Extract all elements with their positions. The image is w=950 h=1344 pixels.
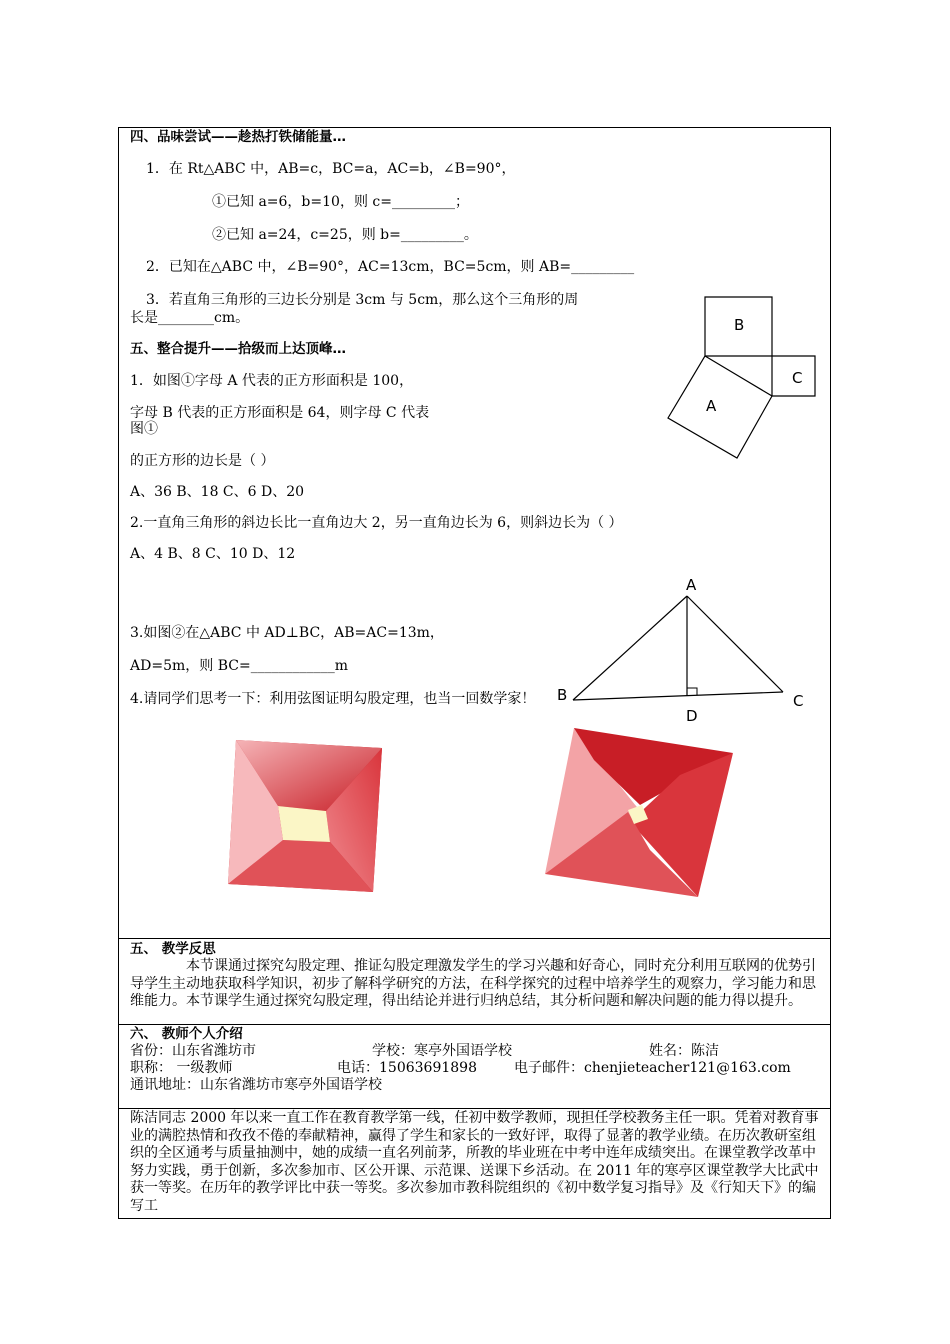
- teacher-email: 电子邮件：chenjieteacher121@163.com: [514, 1060, 791, 1076]
- label-d: D: [686, 707, 698, 725]
- section4-heading: 四、品味尝试——趁热打铁储能量…: [130, 129, 346, 145]
- section4-q1: 1．在 Rt△ABC 中，AB=c，BC=a，AC=b，∠B=90°，: [146, 161, 516, 177]
- teacher-bio: 陈洁同志 2000 年以来一直工作在教育教学第一线，任初中数学教师，现担任学校教务主任一职。凭着对教育事业的满腔热情和孜孜不倦的奉献精神，赢得了学生和家长的一致好评，取得了显著的教学业绩。在历次教研室组织的全区通考与质量抽测中，她的成绩一直名列前茅，所教的毕业班在中考中连年成绩突出。在课堂教学改革中努力实践，勇于创新，多次参加市、区公开课、示范课、送课下乡活动。在 2011 年的寒亭区课堂教学大比武中获一等奖。在历年的教学评比中获一等奖。多次参加市教科院组织的《初中数学复习指导》及《行知天下》的编写工: [130, 1110, 819, 1214]
- label-c: C: [793, 692, 804, 710]
- teacher-heading: 六、 教师个人介绍: [130, 1026, 243, 1042]
- section5-q1-line2: 字母 B 代表的正方形面积是 64，则字母 C 代表: [130, 405, 430, 421]
- section5-q2: 2.一直角三角形的斜边长比一直角边大 2，另一直角边长为 6，则斜边长为（ ）: [130, 515, 623, 531]
- section5-q1-line1: 1．如图①字母 A 代表的正方形面积是 100，: [130, 373, 414, 389]
- label-c: C: [792, 369, 803, 387]
- teacher-school: 学校：寒亭外国语学校: [372, 1043, 512, 1059]
- figure1-caption: 图①: [130, 421, 158, 437]
- section5-q2-options: A、4 B、8 C、10 D、12: [130, 546, 296, 562]
- section5-q4: 4.请同学们思考一下：利用弦图证明勾股定理，也当一回数学家！: [130, 691, 536, 707]
- teacher-name: 姓名：陈洁: [649, 1043, 719, 1059]
- label-b: B: [557, 686, 568, 704]
- teacher-title: 职称： 一级教师: [130, 1060, 233, 1076]
- section4-q1b: ②已知 a=24，c=25，则 b=_________。: [212, 227, 478, 243]
- label-a: A: [686, 576, 697, 594]
- section4-q3-line2: 长是________cm。: [130, 310, 250, 326]
- section5-q3-line2: AD=5m，则 BC=____________m: [130, 658, 348, 674]
- reflection-heading: 五、 教学反思: [130, 941, 216, 957]
- section4-q3-line1: 3．若直角三角形的三边长分别是 3cm 与 5cm，那么这个三角形的周: [146, 292, 579, 308]
- section5-q3-line1: 3.如图②在△ABC 中 AD⊥BC，AB=AC=13m，: [130, 625, 444, 641]
- label-b: B: [734, 316, 745, 334]
- section4-q1a: ①已知 a=6，b=10，则 c=_________；: [212, 194, 469, 210]
- teacher-address: 通讯地址：山东省潍坊市寒亭外国语学校: [130, 1077, 382, 1093]
- teacher-province: 省份：山东省潍坊市: [130, 1043, 256, 1059]
- teacher-phone: 电话：15063691898: [337, 1060, 477, 1076]
- label-a: A: [706, 397, 717, 415]
- section4-q2: 2．已知在△ABC 中，∠B=90°，AC=13cm，BC=5cm，则 AB=_________: [146, 259, 635, 275]
- reflection-body: 本节课通过探究勾股定理、推证勾股定理激发学生的学习兴趣和好奇心，同时充分利用互联网的优势引导学生主动地获取科学知识，初步了解科学研究的方法，在科学探究的过程中培养学生的观察力，学习能力和思维能力。本节课学生通过探究勾股定理，得出结论并进行归纳总结，其分析问题和解决问题的能力得以提升。: [130, 958, 816, 1010]
- section5-q1-line3: 的正方形的边长是（ ）: [130, 453, 275, 469]
- section5-heading: 五、整合提升——拾级而上达顶峰…: [130, 341, 346, 357]
- section5-q1-options: A、36 B、18 C、6 D、20: [130, 484, 305, 500]
